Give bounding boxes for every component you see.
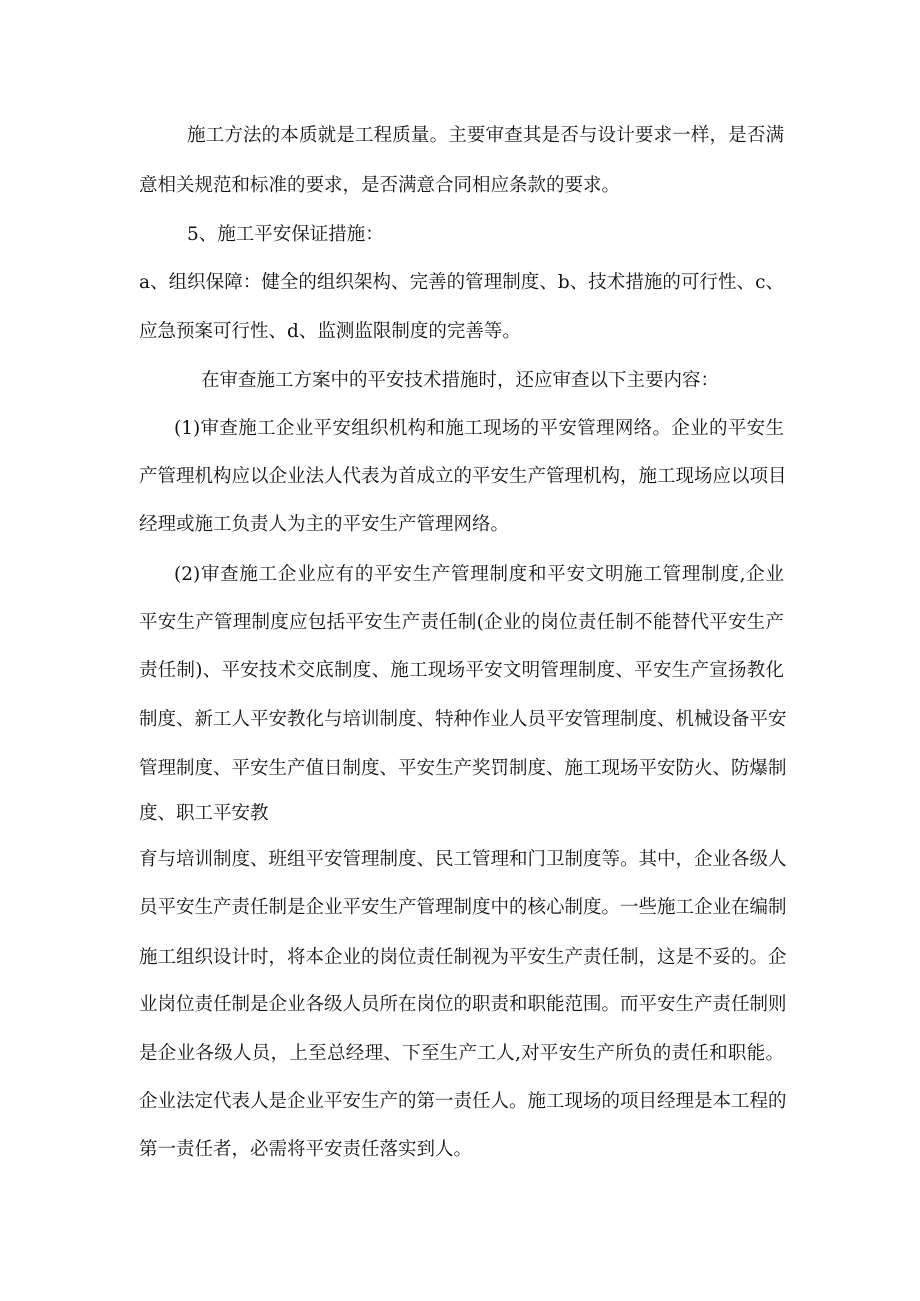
- paragraph-5-line-6: 度、职工平安教: [139, 803, 269, 824]
- paragraph-6-line-7: 第一责任者，必需将平安责任落实到人。: [139, 1139, 473, 1160]
- paragraph-5-line-4: 制度、新工人平安教化与培训制度、特种作业人员平安管理制度、机械设备平安: [139, 709, 787, 730]
- paragraph-5-line-1: (2)审查施工企业应有的平安生产管理制度和平安文明施工管理制度,企业: [174, 564, 784, 585]
- paragraph-3-line-1: 在审查施工方案中的平安技术措施时，还应审查以下主要内容：: [201, 370, 720, 391]
- paragraph-6-line-3: 施工组织设计时，将本企业的岗位责任制视为平安生产责任制，这是不妥的。企: [139, 947, 787, 968]
- paragraph-1-line-1: 施工方法的本质就是工程质量。主要审查其是否与设计要求一样，是否满: [187, 125, 784, 146]
- paragraph-4-line-2: 产管理机构应以企业法人代表为首成立的平安生产管理机构，施工现场应以项目: [139, 466, 787, 487]
- paragraph-4-line-1: (1)审查施工企业平安组织机构和施工现场的平安管理网络。企业的平安生: [174, 418, 784, 439]
- paragraph-2-line-2: 应急预案可行性、d、监测监限制度的完善等。: [139, 321, 521, 342]
- paragraph-5-line-2: 平安生产管理制度应包括平安生产责任制(企业的岗位责任制不能替代平安生产: [139, 612, 784, 633]
- paragraph-5-line-5: 管理制度、平安生产值日制度、平安生产奖罚制度、施工现场平安防火、防爆制: [139, 758, 787, 779]
- paragraph-6-line-5: 是企业各级人员，上至总经理、下至生产工人,对平安生产所负的责任和职能。: [139, 1043, 784, 1064]
- paragraph-1-line-2: 意相关规范和标准的要求，是否满意合同相应条款的要求。: [139, 175, 621, 196]
- paragraph-6-line-1: 育与培训制度、班组平安管理制度、民工管理和门卫制度等。其中，企业各级人: [139, 849, 787, 870]
- paragraph-6-line-6: 企业法定代表人是企业平安生产的第一责任人。施工现场的项目经理是本工程的: [139, 1091, 787, 1112]
- paragraph-5-line-3: 责任制)、平安技术交底制度、施工现场平安文明管理制度、平安生产宣扬教化: [139, 660, 784, 681]
- paragraph-6-line-2: 员平安生产责任制是企业平安生产管理制度中的核心制度。一些施工企业在编制: [139, 897, 787, 918]
- section-heading-5: 5、施工平安保证措施：: [187, 224, 384, 245]
- paragraph-4-line-3: 经理或施工负责人为主的平安生产管理网络。: [139, 514, 510, 535]
- paragraph-6-line-4: 业岗位责任制是企业各级人员所在岗位的职责和职能范围。而平安生产责任制则: [139, 994, 787, 1015]
- paragraph-2-line-1: a、组织保障：健全的组织架构、完善的管理制度、b、技术措施的可行性、c、: [139, 272, 784, 293]
